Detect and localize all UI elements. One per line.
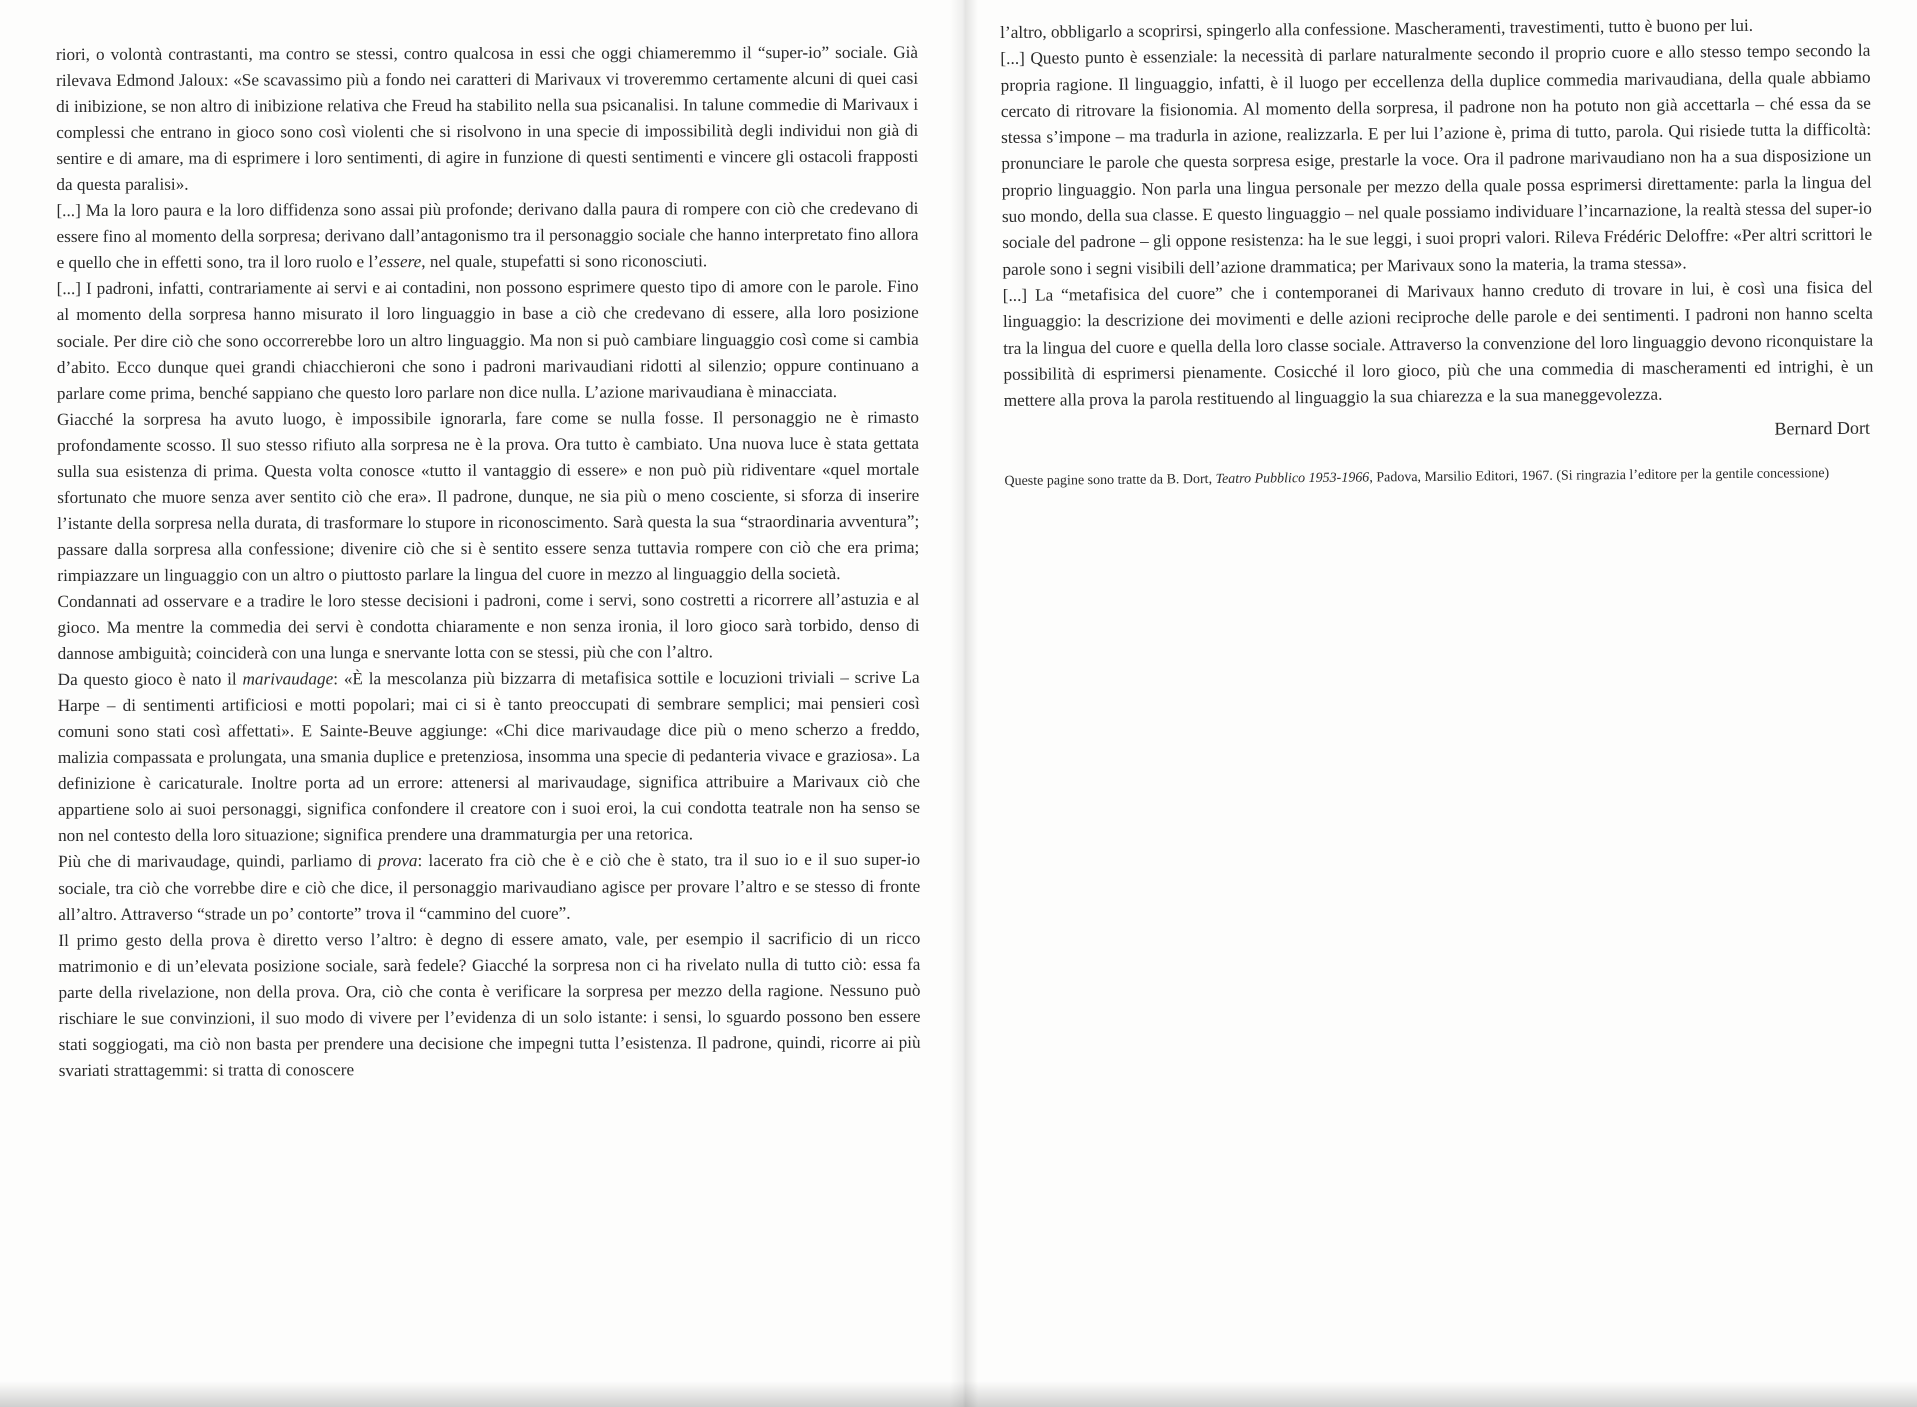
page-bottom-shadow xyxy=(0,1381,1917,1407)
book-gutter xyxy=(950,0,978,1407)
left-paragraph-7: Più che di marivaudage, quindi, parliamo di prova: lacerato fra ciò che è e ciò che è stato, tra il suo io e il suo super-io sociale, tra ciò che vorrebbe dire e ciò che dice, il personaggio marivaudiano agisce per provare l’altro e se stesso di fronte all’altro. Attraverso “strade un po’ contorte” trova il “cammino del cuore”. xyxy=(58,850,921,924)
left-paragraph-6: Da questo gioco è nato il marivaudage: «È la mescolanza più bizzarra di metafisica sottile e locuzioni triviali – scrive La Harpe – di sentimenti artificiosi e motti popolari; mai ci si è tanto preoccupati di sembrare semplici; mai pensieri così comuni sono stati così affettati». E Sainte-Beuve aggiunge: «Chi dice marivaudage dice più o meno scherzo a freddo, malizia compassata e prolungata, una smania duplice e pretenziosa, insomma una specie di pedanteria vivace e graziosa». La definizione è caricaturale. Inoltre porta ad un errore: attenersi al marivaudage, significa attribuire a Marivaux ciò che appartiene solo ai suoi personaggi, significa confondere il creatore con i suoi eroi, la cui condotta teatrale non ha senso se non nel contesto della loro situazione; significa prendere una drammaturgia per una retorica. xyxy=(57,667,921,846)
left-paragraph-2: [...] Ma la loro paura e la loro diffidenza sono assai più profonde; derivano dalla paura di rompere con ciò che credevano di essere fino al momento della sorpresa; derivano dall’antagonismo tra il personaggio sociale che hanno interpretato fino allora e quello che in effetti sono, tra il loro ruolo e l’essere, nel quale, stupefatti si sono riconosciuti. xyxy=(56,199,919,273)
left-page xyxy=(56,40,921,1084)
right-page xyxy=(1000,12,1875,507)
right-paragraph-3: [...] La “metafisica del cuore” che i contemporanei di Marivaux hanno creduto di trovare in lui, è così una fisica del linguaggio: la descrizione dei movimenti e delle azioni reciproche delle parole e dei sentimenti. I padroni non hanno scelta tra la lingua del cuore e quella della loro classe sociale. Attraverso la convenzione del loro linguaggio devono riconquistare la possibilità di esprimersi pienamente. Cosicché il loro gioco, più che una commedia di mascheramenti ed intrighi, è un mettere alla prova la parola restituendo al linguaggio la sua chiarezza e la sua maneggevolezza. xyxy=(1002,277,1874,411)
left-paragraph-4: Giacché la sorpresa ha avuto luogo, è impossibile ignorarla, fare come se nulla fosse. Il personaggio ne è rimasto profondamente scosso. Il suo stesso rifiuto alla sorpresa ne è la prova. Ora tutto è cambiato. Una nuova luce è stata gettata sulla sua esistenza di prima. Questa volta conosce «tutto il vantaggio di essere» e non può più ridiventare «quel mortale sfortunato che muore senza aver sentito ciò che era». Il padrone, dunque, ne sia più o meno cosciente, si sforza di inserire l’istante della sorpresa nella durata, di trasformare lo stupore in riconoscimento. Sarà questa la sua “straordinaria avventura”; passare dalla sorpresa alla confessione; divenire ciò che si è sentito essere senza tuttavia rompere con ciò che era prima; rimpiazzare un linguaggio con un altro o piuttosto parlare la lingua del cuore in mezzo al linguaggio della società. xyxy=(56,407,920,585)
right-paragraph-1: l’altro, obbligarlo a scoprirsi, spingerlo alla confessione. Mascheramenti, travestimenti, tutto è buono per lui. xyxy=(1000,15,1754,42)
source-note: Queste pagine sono tratte da B. Dort, Teatro Pubblico 1953-1966, Padova, Marsilio Editori, 1967. (Si ringrazia l’editore per la gentile concessione) xyxy=(1004,466,1830,490)
author-signature: Bernard Dort xyxy=(1774,418,1871,440)
right-paragraph-2: [...] Questo punto è essenziale: la necessità di parlare naturalmente secondo il proprio cuore e allo stesso tempo secondo la propria ragione. Il linguaggio, infatti, è il luogo per eccellenza della duplice commedia marivaudiana, della quale abbiamo cercato di ritrovare la fisionomia. Al momento della sorpresa, il padrone non ha potuto non già accettarla – ché essa da se stessa s’impone – ma tradurla in azione, realizzarla. E per lui l’azione è, prima di tutto, parola. Qui risiede tutta la difficoltà: pronunciare le parole che questa sorpresa esige, prestarle la voce. Ora il padrone marivaudiano non ha a sua disposizione un proprio linguaggio. Non parla una lingua personale per mezzo della quale possa esprimersi direttamente: parla la lingua del suo mondo, della sua classe. E questo linguaggio – nel quale possiamo individuare l’incarnazione, la realtà stessa del super-io sociale del padrone – gli oppone resistenza: ha le sue leggi, i suoi propri valori. Rileva Frédéric Deloffre: «Per altri scrittori le parole sono i segni visibili dell’azione drammatica; per Marivaux sono la materia, la trama stessa». xyxy=(1000,40,1873,279)
left-paragraph-5: Condannati ad osservare e a tradire le loro stesse decisioni i padroni, come i servi, sono costretti a ricorrere all’astuzia e al gioco. Ma mentre la commedia dei servi è condotta chiaramente e non senza ironia, il loro gioco sarà torbido, denso di dannose ambiguità; coinciderà con una lunga e snervante lotta con se stessi, più che con l’altro. xyxy=(57,589,920,664)
left-paragraph-3: [...] I padroni, infatti, contrariamente ai servi e ai contadini, non possono esprimere questo tipo di amore con le parole. Fino al momento della sorpresa hanno misurato il loro linguaggio in base a ciò che credevano di essere, alla loro posizione sociale. Per dire ciò che sono occorrerebbe loro un altro linguaggio. Ma non si può cambiare linguaggio così come si cambia d’abito. Ecco dunque quei grandi chiacchieroni che sono i padroni marivaudiani ridotti al silenzio; oppure continuano a parlare come prima, benché sappiano che questo loro parlare non dice nulla. L’azione marivaudiana è minacciata. xyxy=(56,277,919,403)
left-paragraph-8: Il primo gesto della prova è diretto verso l’altro: è degno di essere amato, vale, per esempio il sacrificio di un ricco matrimonio e di un’elevata posizione sociale, sarà fedele? Giacché la sorpresa non ci ha rivelato nulla di tutto ciò: essa fa parte della rivelazione, non della prova. Ora, ciò che conta è verificare la sorpresa per mezzo della ragione. Nessuno può rischiare le sue convinzioni, il suo modo di vivere per l’evidenza di un solo istante: i sensi, lo sguardo possono ben essere stati soggiogati, ma ciò non basta per prendere una decisione che impegni tutta l’esistenza. Il padrone, quindi, ricorre ai più svariati strattagemmi: si tratta di conoscere xyxy=(58,928,921,1080)
left-paragraph-1: riori, o volontà contrastanti, ma contro se stessi, contro qualcosa in essi che oggi chiameremmo il “super-io” sociale. Già rilevava Edmond Jaloux: «Se scavassimo più a fondo nei caratteri di Marivaux vi troveremmo certamente alcuni di quei casi di inibizione, se non altro di inibizione relativa che Freud ha stabilito nella sua psicanalisi. In talune commedie di Marivaux i complessi che entrano in gioco sono così violenti che si risolvono in una specie di impossibilità degli individui non già di sentire e di amare, ma di esprimere i loro sentimenti, di agire in funzione di questi sentimenti e vincere gli ostacoli frapposti da questa paralisi». xyxy=(56,42,919,195)
